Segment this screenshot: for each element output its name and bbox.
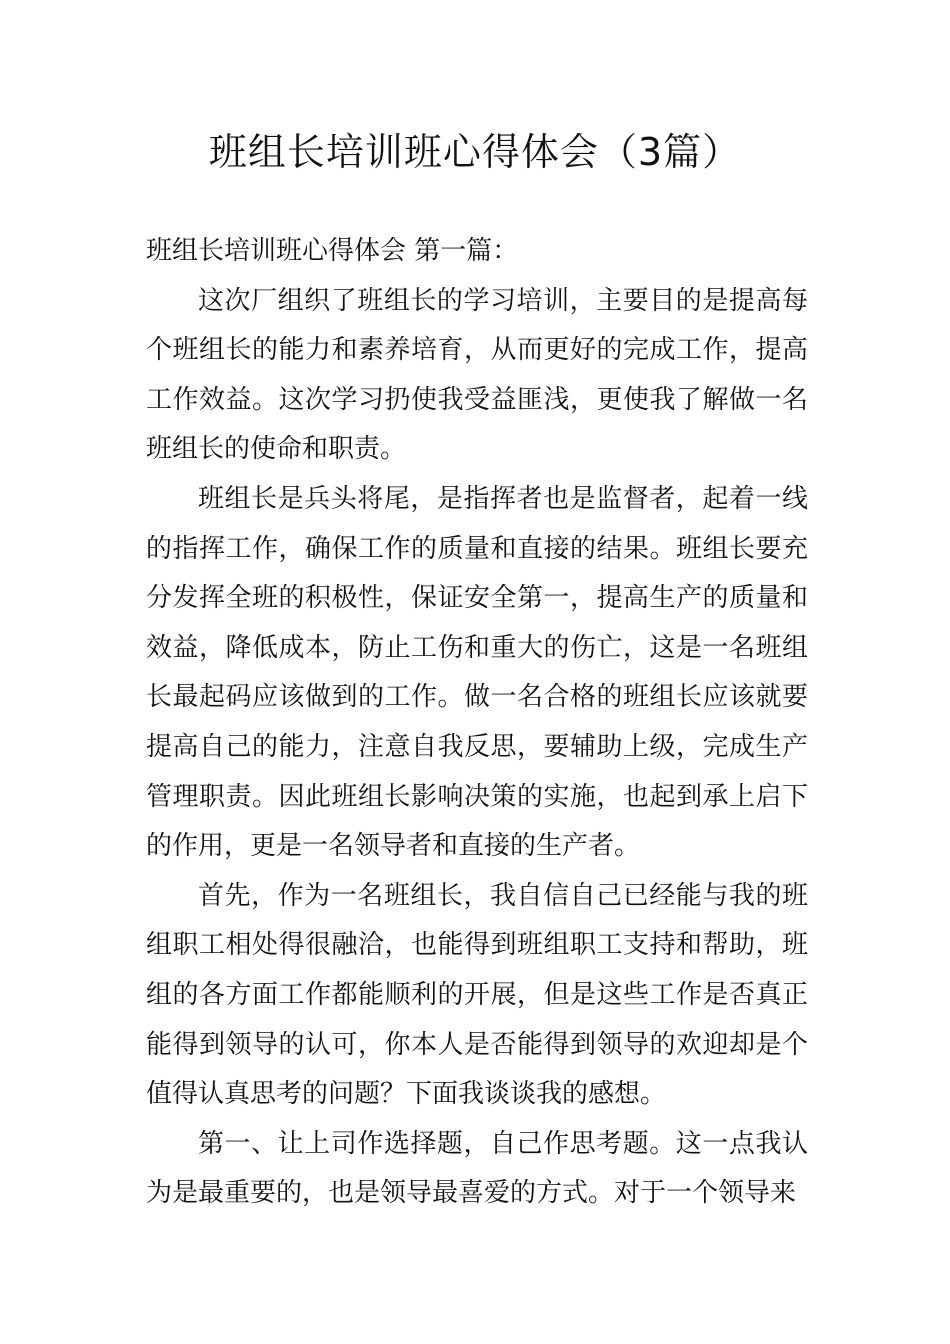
section-heading: 班组长培训班心得体会 第一篇： [146,236,519,266]
paragraph: 首先，作为一名班组长，我自信自己已经能与我的班组职工相处得很融洽，也能得到班组职工支持和帮助，班组的各方面工作都能顺利的开展，但是这些工作是否真正能得到领导的认可，你本人是否能得到领导的欢迎却是个值得认真思考的问题？下面我谈谈我的感想。 [146,880,808,1110]
paragraph: 这次厂组织了班组长的学习培训，主要目的是提高每个班组长的能力和素养培育，从而更好的完成工作，提高工作效益。这次学习扔使我受益匪浅，更使我了解做一名班组长的使命和职责。 [146,285,808,465]
document-body [146,227,808,1219]
paragraph: 班组长是兵头将尾，是指挥者也是监督者，起着一线的指挥工作，确保工作的质量和直接的结果。班组长要充分发挥全班的积极性，保证安全第一，提高生产的质量和效益，降低成本，防止工伤和重大的伤亡，这是一名班组长最起码应该做到的工作。做一名合格的班组长应该就要提高自己的能力，注意自我反思，要辅助上级，完成生产管理职责。因此班组长影响决策的实施，也起到承上启下的作用，更是一名领导者和直接的生产者。 [146,483,808,862]
document-title: 班组长培训班心得体会（3篇） [208,130,742,174]
paragraph: 第一、让上司作选择题，自己作思考题。这一点我认为是最重要的，也是领导最喜爱的方式。对于一个领导来 [146,1128,808,1209]
